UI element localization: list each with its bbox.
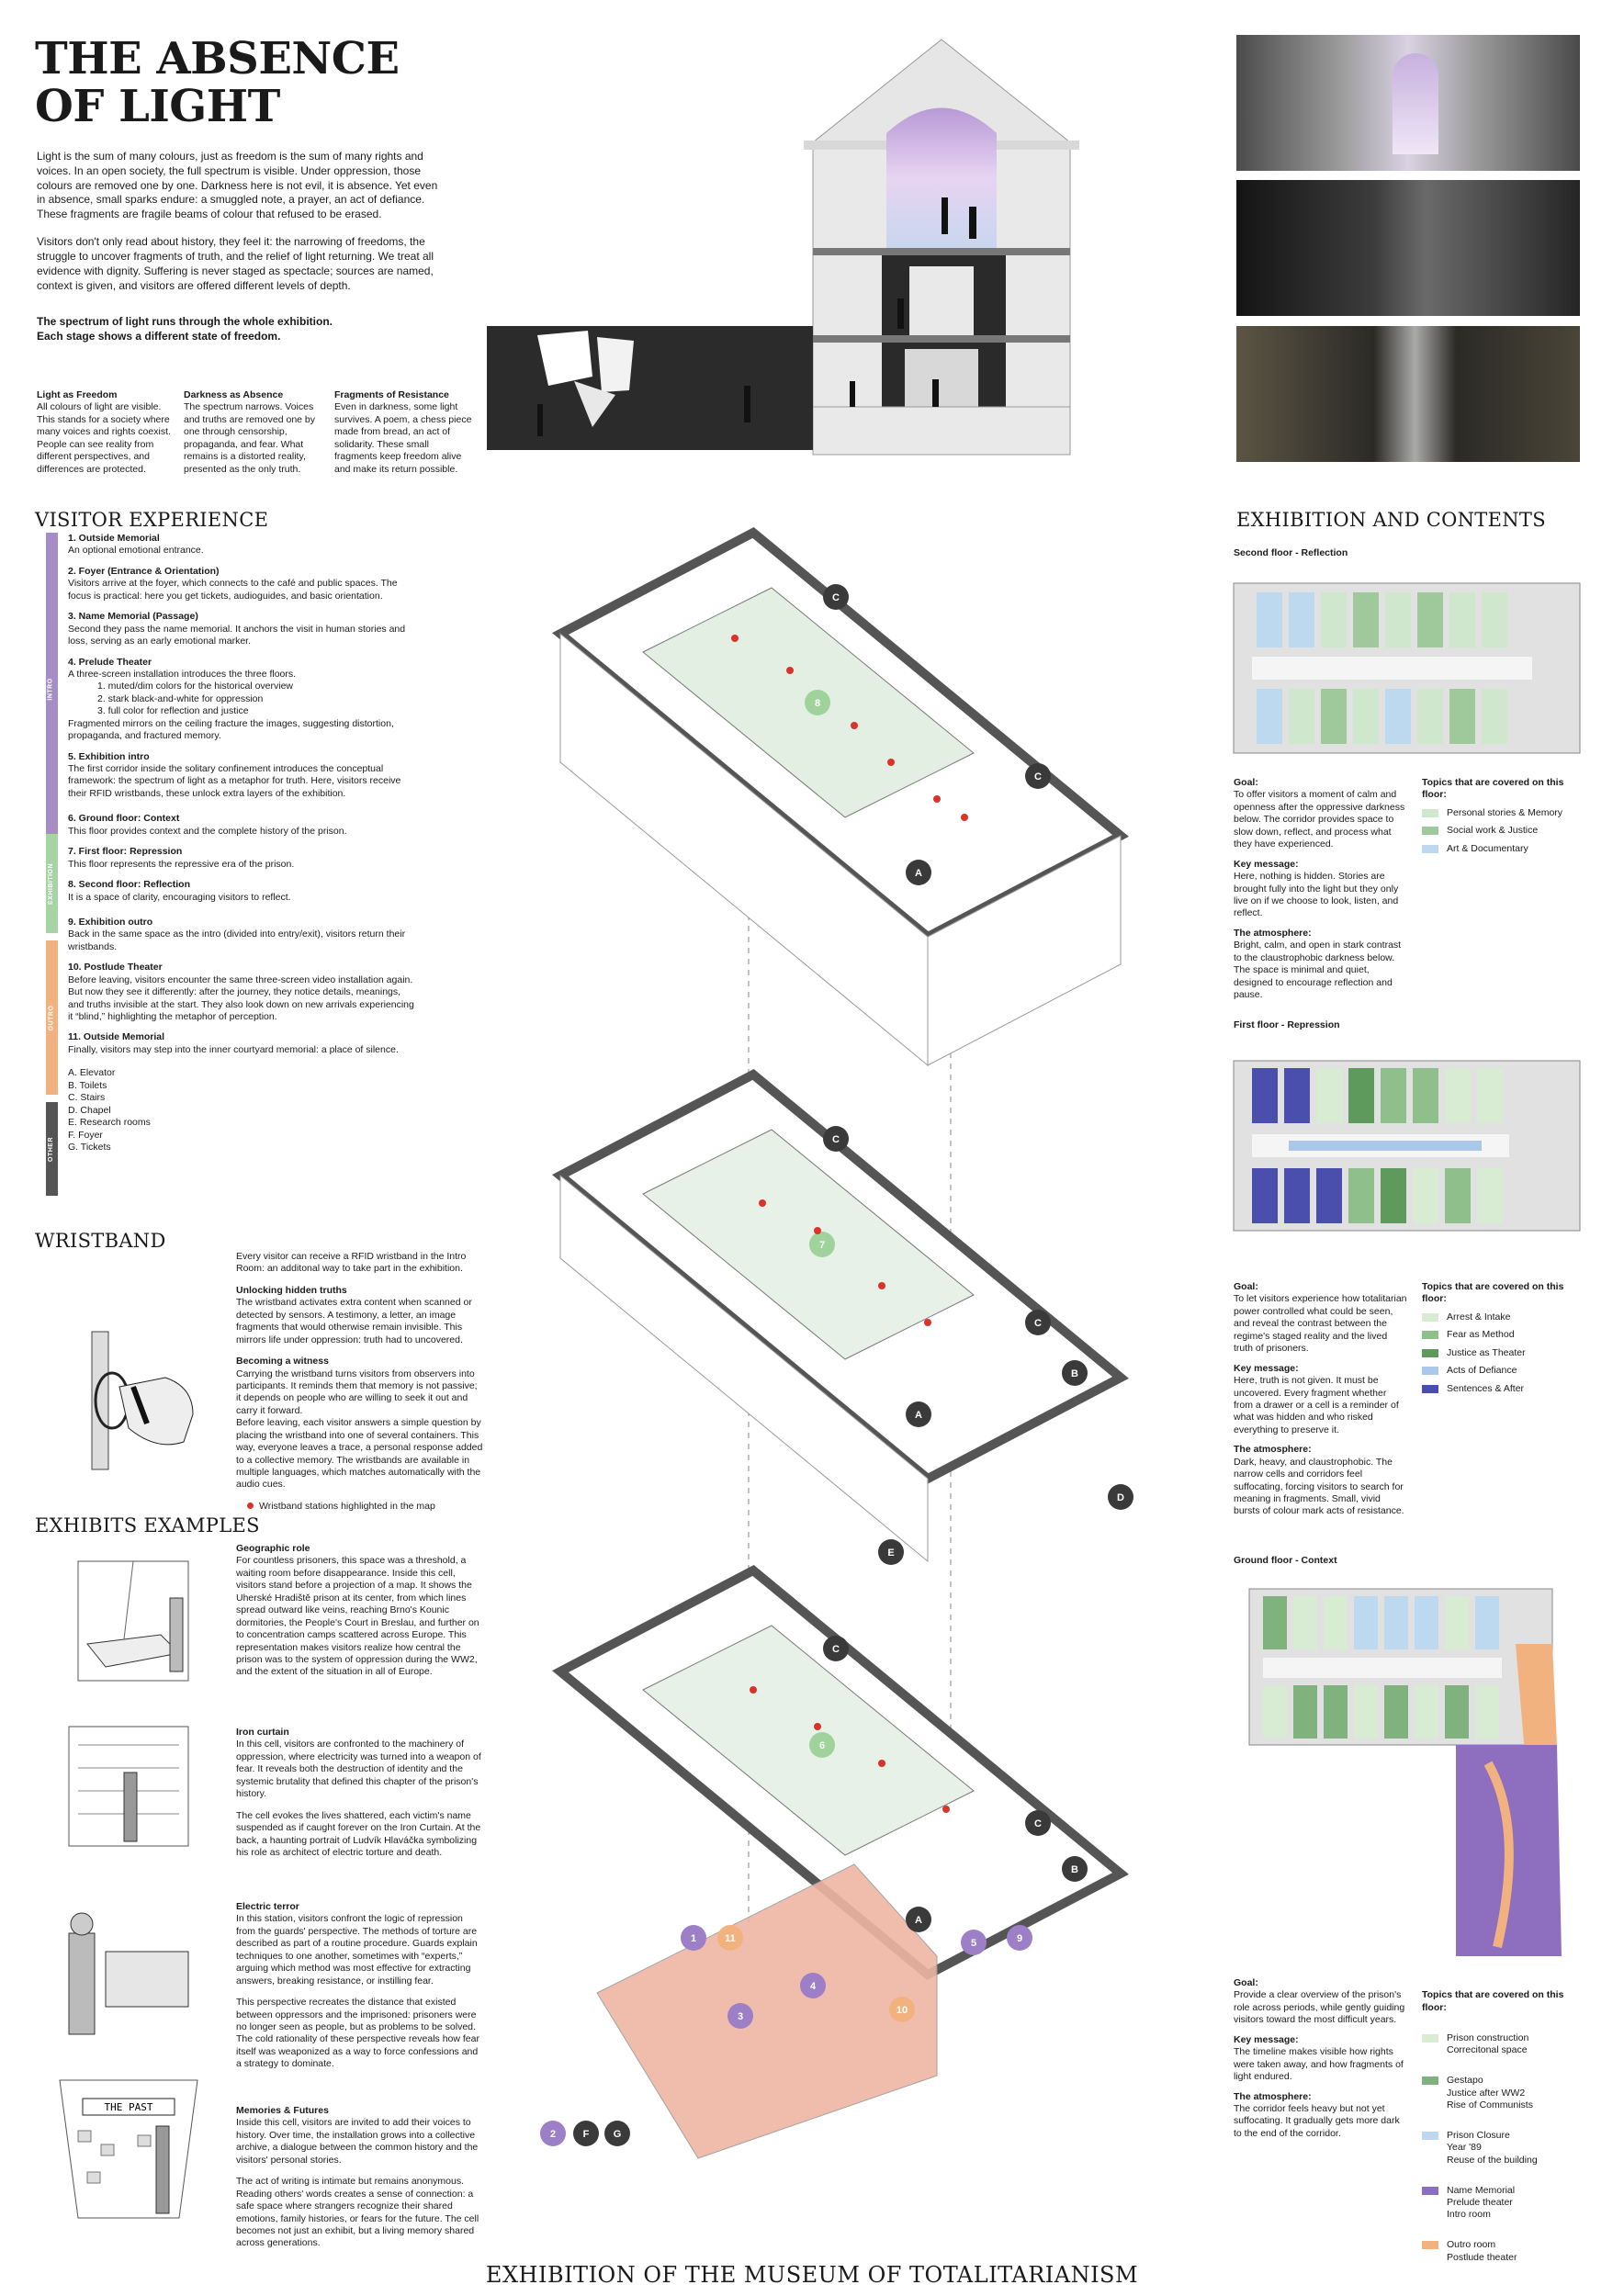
topic-label: Fear as Method xyxy=(1447,1329,1515,1341)
exhibit-text-2: The cell evokes the lives shattered, each victim's name suspended as if caught forever on the Iron Curtain. At the back, a haunting portrait of Ludvík Hlaváčka symbolizing his role as architect of electric torture and death. xyxy=(236,1809,481,1858)
list-item xyxy=(68,879,418,904)
list-item xyxy=(68,813,418,838)
swatch xyxy=(1422,1331,1438,1339)
other-item: B. Toilets xyxy=(68,1079,107,1091)
swatch xyxy=(1422,2187,1438,2195)
item-title: 8. Second floor: Reflection xyxy=(68,879,191,891)
topic-item xyxy=(1422,2075,1587,2111)
swatch xyxy=(1422,845,1438,853)
spectrum-line-2: Each stage shows a different state of freedom. xyxy=(37,330,281,343)
goal-title: Goal: xyxy=(1234,1977,1258,1988)
ground-floor-text xyxy=(1234,1977,1408,2140)
item-title: 5. Exhibition intro xyxy=(68,750,150,762)
topic-item xyxy=(1422,825,1587,837)
item-title: 3. Name Memorial (Passage) xyxy=(68,611,198,623)
list-item xyxy=(68,566,418,602)
exhibit-text: For countless prisoners, this space was a threshold, a waiting room before disappearance. Inside this cell, visitors stand before a projection of a map. It shows the Uherské Hradiště prison at its center, from which lines spread outward like veins, reaching Brno's Kounic dormitories, the People's Court in Breslau, and further on to concentration camps scattered across Europe. This representation makes visitors realize how central the prison was to the system of oppression during the WW2, and the extent of the situation in all of Europe. xyxy=(236,1555,479,1678)
marker-label: 4 xyxy=(809,1981,817,1992)
prelude-step: 3. full color for reflection and justice xyxy=(97,705,249,717)
key-text: The timeline makes visible how rights were taken away, and how fragments of light endured. xyxy=(1234,2046,1404,2083)
exhibit-text: Inside this cell, visitors are invited to add their voices to history. Over time, the installation grows into a collective archive, a dialogue between the common history and the visitors' personal stories. xyxy=(236,2117,479,2166)
atm-title: The atmosphere: xyxy=(1234,2090,1312,2102)
wristband-paragraph: Carrying the wristband turns visitors from observers into participants. It reminds them that memory is not passive; it depends on people who are willing to seek it out and carry it forward. xyxy=(236,1367,478,1416)
exhibit-text-2: This perspective recreates the distance that existed between oppressors and the imprisoned: prisoners were no longer seen as people, but as problems to be solved. The cold rationality of these perspective reveals how fear itself was weaponized as a way to force confessions and a strategy to dominate. xyxy=(236,1997,479,2070)
exhibit-text: In this station, visitors confront the logic of repression from the guards' perspective. The methods of torture are described as part of a routine procedure. Guards explain techniques to one another, sometimes with “experts,” arguing which method was most effective for extracting answers, breaking resistance, or instilling fear. xyxy=(236,1913,478,1986)
item-text: An optional emotional entrance. xyxy=(68,545,204,557)
exhibit-text-2: The act of writing is intimate but remains anonymous. Reading others' words creates a sense of connection: a safe space where strangers recognize their shared emotions, family histories, or fears for the future. The cell becomes not just an exhibit, but a living memory shared across generations. xyxy=(236,2176,479,2249)
wristband-station-dot xyxy=(961,814,968,821)
goal-title: Goal: xyxy=(1234,777,1258,788)
ground-floor-topics xyxy=(1422,1977,1587,2282)
item-text: The first corridor inside the solitary confinement introduces the conceptual framework: the spectrum of light as a metaphor for truth. Here, visitors receive their RFID wristbands, these unlock extra layers of the exhibition. xyxy=(68,763,401,799)
atm-title: The atmosphere: xyxy=(1234,1444,1312,1456)
footer-title: EXHIBITION OF THE MUSEUM OF TOTALITARIANISM xyxy=(485,2262,1139,2288)
col-text: All colours of light are visible. This stands for a society where many voices and rights coexist. People can see reality from different perspectives, and differences are protected. xyxy=(37,401,171,475)
prelude-step: 2. stark black-and-white for oppression xyxy=(97,692,264,704)
exhibit-title: Geographic role xyxy=(236,1543,310,1554)
wristband-station-dot xyxy=(814,1723,821,1730)
goal-text: Provide a clear overview of the prison's role across periods, while gently guiding visitors toward the most difficult years. xyxy=(1234,1989,1405,2026)
topic-item xyxy=(1422,1383,1587,1395)
list-item xyxy=(68,1031,418,1056)
spectrum-col xyxy=(184,389,323,476)
exhibits-text xyxy=(236,1543,482,2250)
exhibition-photo-corridor xyxy=(1236,326,1580,462)
floor-name: Ground floor - Context xyxy=(1234,1555,1337,1566)
swatch xyxy=(1422,2241,1438,2249)
marker-label: C xyxy=(832,1644,840,1655)
goal-text: To offer visitors a moment of calm and openness after the oppressive darkness below. The corridor provides space to slow down, reflect, and process what they have experienced. xyxy=(1234,789,1405,850)
wristband-subtitle: Unlocking hidden truths xyxy=(236,1284,347,1296)
marker-label: C xyxy=(832,1134,840,1145)
topic-label: Name Memorial Prelude theater Intro room xyxy=(1447,2184,1516,2221)
geographic-sketch xyxy=(51,1552,207,1694)
item-title: 2. Foyer (Entrance & Orientation) xyxy=(68,565,220,577)
exhibition-photo-dark xyxy=(1236,180,1580,316)
exhibit-text: In this cell, visitors are confronted to the machinery of oppression, where electricity was turned into a weapon of fear. It reveals both the destruction of identity and the systemic brutality that defined this chapter of the prison's history. xyxy=(236,1739,481,1800)
topic-label: Prison Closure Year '89 Reuse of the building xyxy=(1447,2129,1538,2166)
item-title: 10. Postlude Theater xyxy=(68,962,163,974)
topic-item xyxy=(1422,807,1587,819)
other-item: E. Research rooms xyxy=(68,1117,151,1129)
memories-sketch xyxy=(51,2071,207,2227)
col-title: Darkness as Absence xyxy=(184,389,284,400)
goal-title: Goal: xyxy=(1234,1281,1258,1292)
swatch xyxy=(1422,1349,1438,1357)
col-text: Even in darkness, some light survives. A poem, a chess piece made from bread, an act of solidarity. These small fragments keep freedom alive and make its return possible. xyxy=(334,401,472,475)
title-line-2: OF LIGHT xyxy=(35,81,280,132)
exhibit-title: Electric terror xyxy=(236,1901,299,1912)
topic-item xyxy=(1422,2185,1587,2222)
topic-label: Acts of Defiance xyxy=(1447,1365,1517,1377)
key-text: Here, truth is not given. It must be uncovered. Every fragment whether from a drawer or a cell is a reminder of what was hidden and who risked everything to preserve it. xyxy=(1234,1375,1399,1435)
marker-label: C xyxy=(1034,1818,1042,1829)
swatch xyxy=(1422,2132,1438,2140)
wristband-legend xyxy=(247,1501,484,1513)
visitor-experience-list xyxy=(46,533,418,1162)
key-title: Key message: xyxy=(1234,2033,1299,2045)
group-label: OTHER xyxy=(48,1136,55,1162)
list-item xyxy=(68,657,418,743)
sketch-label: THE PAST xyxy=(104,2101,153,2113)
spectrum-line-1: The spectrum of light runs through the whole exhibition. xyxy=(37,315,333,329)
topic-label: Social work & Justice xyxy=(1447,825,1539,837)
group-label: INTRO xyxy=(48,677,55,701)
key-text: Here, nothing is hidden. Stories are brought fully into the light but they only live on if we choose to look, listen, and reflect. xyxy=(1234,871,1399,919)
topic-label: Art & Documentary xyxy=(1447,842,1528,854)
swatch xyxy=(1422,2034,1438,2043)
group-bar-intro xyxy=(46,533,58,845)
col-title: Light as Freedom xyxy=(37,389,118,400)
item-text: This floor represents the repressive era of the prison. xyxy=(68,858,295,870)
col-title: Fragments of Resistance xyxy=(334,389,449,400)
exhibition-photo-light xyxy=(1236,35,1580,171)
second-floor-topics xyxy=(1422,777,1587,861)
swatch xyxy=(1422,1313,1438,1322)
contents-heading: EXHIBITION AND CONTENTS xyxy=(1236,509,1546,531)
intro-paragraph-1: Light is the sum of many colours, just as freedom is the sum of many rights and voices. In an open society, the full spectrum is visible. Under oppression, those colours are removed one by one. Darkness here is not evil, it is absence. Yet even in absence, small sparks endure: a smuggled note, a prayer, an act of defiance. These fragments are fragile beams of colour that refused to be erased. xyxy=(37,150,438,221)
marker-label: G xyxy=(613,2129,622,2140)
other-item: C. Stairs xyxy=(68,1092,106,1104)
topic-item xyxy=(1422,1311,1587,1323)
topic-label: Prison construction Correcitonal space xyxy=(1447,2032,1529,2056)
marker-label: 6 xyxy=(818,1740,826,1751)
other-list xyxy=(68,1067,418,1154)
second-floor-text xyxy=(1234,777,1408,1001)
exhibit-item xyxy=(236,1727,482,1901)
floor-2-plan xyxy=(560,533,1121,1065)
marker-label: C xyxy=(1034,771,1042,782)
topic-label: Arrest & Intake xyxy=(1447,1311,1511,1322)
item-title: 7. First floor: Repression xyxy=(68,846,183,858)
group-bar-exhibition xyxy=(46,834,58,933)
marker-label: C xyxy=(832,592,840,603)
atm-title: The atmosphere: xyxy=(1234,927,1312,939)
wristband-text xyxy=(236,1251,484,1513)
group-label: EXHIBITION xyxy=(48,862,55,905)
page-title xyxy=(35,35,400,130)
swatch xyxy=(1422,809,1438,817)
floor-name: Second floor - Reflection xyxy=(1234,547,1348,558)
exhibit-title: Iron curtain xyxy=(236,1727,289,1738)
other-item: G. Tickets xyxy=(68,1141,111,1153)
item-title: 1. Outside Memorial xyxy=(68,533,160,544)
item-text: Finally, visitors may step into the inner courtyard memorial: a place of silence. xyxy=(68,1043,399,1055)
list-item xyxy=(68,533,418,557)
marker-label: 11 xyxy=(725,1933,736,1944)
group-label: OUTRO xyxy=(48,1005,55,1030)
wristband-station-dot xyxy=(759,1199,766,1207)
iron-curtain-sketch xyxy=(51,1717,207,1855)
group-bar-outro xyxy=(46,940,58,1095)
spectrum-columns xyxy=(37,389,487,476)
list-item xyxy=(68,611,418,647)
item-title: 6. Ground floor: Context xyxy=(68,813,180,825)
group-bar-other xyxy=(46,1102,58,1196)
atm-text: Bright, calm, and open in stark contrast to the claustrophobic darkness below. The space is minimal and quiet, designed to encourage reflection and pause. xyxy=(1234,940,1402,1000)
legend-text: Wristband stations highlighted in the map xyxy=(259,1500,435,1512)
marker-label: C xyxy=(1034,1318,1042,1329)
exhibit-item xyxy=(236,1543,482,1727)
exhibits-heading: EXHIBITS EXAMPLES xyxy=(35,1514,260,1536)
topic-label: Sentences & After xyxy=(1447,1382,1525,1394)
wristband-station-dot xyxy=(750,1686,757,1694)
wristband-station-dot xyxy=(924,1319,931,1326)
item-text: A three-screen installation introduces the three floors. xyxy=(68,668,297,680)
first-floor-plan xyxy=(1234,1061,1580,1231)
topic-item xyxy=(1422,1347,1587,1359)
item-text: Visitors arrive at the foyer, which connects to the café and public spaces. The focus is practical: here you get tickets, audioguides, and basic orientation. xyxy=(68,578,398,602)
marker-label: 5 xyxy=(970,1938,977,1949)
item-text: Second they pass the name memorial. It anchors the visit in human stories and loss, serving as an early emotional marker. xyxy=(68,623,406,647)
marker-label: A xyxy=(915,1410,922,1421)
intro-block xyxy=(37,150,441,344)
wristband-heading: WRISTBAND xyxy=(35,1230,166,1252)
marker-label: 3 xyxy=(737,2011,744,2022)
atm-text: Dark, heavy, and claustrophobic. The narrow cells and corridors feel suffocating, forcing visitors to search for meaning in fragments. Small, vivid bursts of colour mark acts of resistance. xyxy=(1234,1456,1404,1517)
topic-label: Justice as Theater xyxy=(1447,1346,1526,1358)
list-item xyxy=(68,917,418,953)
exhibit-title: Memories & Futures xyxy=(236,2105,329,2116)
wristband-station-dot xyxy=(887,759,895,766)
marker-label: 2 xyxy=(549,2129,557,2140)
topic-item xyxy=(1422,2130,1587,2167)
item-title: 9. Exhibition outro xyxy=(68,916,153,928)
wristband-station-dot xyxy=(786,667,794,674)
topic-item xyxy=(1422,2032,1587,2057)
floor-name: First floor - Repression xyxy=(1234,1019,1340,1030)
list-item xyxy=(68,962,418,1023)
marker-label: 1 xyxy=(690,1933,697,1944)
marker-label: B xyxy=(1071,1864,1078,1875)
visitor-experience-heading: VISITOR EXPERIENCE xyxy=(35,509,269,531)
goal-text: To let visitors experience how totalitarian power controlled what could be seen, and reveal the contrast between the regime's staged reality and the lived truth of prisoners. xyxy=(1234,1293,1407,1355)
building-section-drawing xyxy=(482,32,1217,459)
marker-label: E xyxy=(887,1548,895,1559)
topic-label: Gestapo Justice after WW2 Rise of Communists xyxy=(1447,2075,1533,2110)
marker-label: 9 xyxy=(1016,1933,1023,1944)
atm-text: The corridor feels heavy but not yet suffocating. It gradually gets more dark to the end of the corridor. xyxy=(1234,2102,1400,2139)
item-text: Fragmented mirrors on the ceiling fracture the images, suggesting distortion, propaganda, and fractured memory. xyxy=(68,717,394,742)
wristband-station-dot xyxy=(942,1806,950,1813)
marker-label: 10 xyxy=(896,2005,908,2016)
key-title: Key message: xyxy=(1234,858,1299,870)
second-floor-plan xyxy=(1234,583,1580,753)
exhibit-item xyxy=(236,2105,482,2250)
wristband-paragraph: The wristband activates extra content when scanned or detected by sensors. A testimony, a letter, an image fragments that would otherwise remain invisible. This mirrors life under oppression: truth had to uncovered. xyxy=(236,1297,472,1345)
topics-title: Topics that are covered on this floor: xyxy=(1422,1989,1564,2013)
wristband-subtitle: Becoming a witness xyxy=(236,1356,329,1367)
topics-title: Topics that are covered on this floor: xyxy=(1422,777,1564,801)
spectrum-col xyxy=(334,389,472,476)
marker-label: D xyxy=(1117,1492,1124,1503)
wristband-station-dot xyxy=(933,795,941,803)
topic-item xyxy=(1422,1329,1587,1341)
spectrum-col xyxy=(37,389,173,476)
swatch xyxy=(1422,2077,1438,2085)
intro-paragraph-2: Visitors don't only read about history, they feel it: the narrowing of freedoms, the struggle to uncover fragments of truth, and the relief of light returning. We treat all evidence with dignity. Suffering is never staged as spectacle; sources are named, context is given, and visitors are offered different levels of depth. xyxy=(37,235,434,292)
wristband-paragraph: Before leaving, each visitor answers a simple question by placing the wristband into one of several containers. This way, everyone leaves a trace, a personal response added to a collective memory. The wristbands are available in multiple languages, which matches automatically with the audio cues. xyxy=(236,1417,483,1491)
wristband-intro: Every visitor can receive a RFID wristband in the Intro Room: an additonal way to take part in the exhibition. xyxy=(236,1251,467,1275)
wristband-station-dot xyxy=(878,1282,885,1289)
first-floor-text xyxy=(1234,1281,1408,1518)
wristband-station-dot xyxy=(814,1227,821,1234)
title-line-1: THE ABSENCE xyxy=(35,33,400,84)
item-title: 4. Prelude Theater xyxy=(68,656,152,668)
item-text: Back in the same space as the intro (divided into entry/exit), visitors return their wristbands. xyxy=(68,929,406,952)
other-item: D. Chapel xyxy=(68,1104,111,1116)
wristband-station-dot xyxy=(851,722,858,729)
col-text: The spectrum narrows. Voices and truths are removed one by one through censorship, propaganda, and fear. What remains is a distorted reality, presented as the only truth. xyxy=(184,401,316,475)
exhibit-item xyxy=(236,1901,482,2105)
first-floor-topics xyxy=(1422,1281,1587,1401)
topic-label: Outro room Postlude theater xyxy=(1447,2239,1517,2263)
marker-label: A xyxy=(915,1915,922,1926)
topic-item xyxy=(1422,843,1587,855)
wristband-sketch xyxy=(55,1322,220,1479)
other-item: A. Elevator xyxy=(68,1067,116,1079)
topic-item xyxy=(1422,1365,1587,1377)
marker-label: 7 xyxy=(818,1240,826,1251)
prelude-step: 1. muted/dim colors for the historical overview xyxy=(97,681,293,692)
swatch xyxy=(1422,1367,1438,1375)
list-item xyxy=(68,846,418,871)
item-text: Before leaving, visitors encounter the same three-screen video installation again. But now they see it differently: after the journey, they notice details, meanings, and truths invisible at the start. They also look down on new arrivals experiencing it “blind,” highlighting the metaphor of perception. xyxy=(68,974,414,1022)
item-text: This floor provides context and the complete history of the prison. xyxy=(68,825,347,837)
list-item xyxy=(68,751,418,801)
marker-label: A xyxy=(915,868,922,879)
wristband-station-dot xyxy=(731,635,739,642)
item-text: It is a space of clarity, encouraging visitors to reflect. xyxy=(68,891,291,903)
key-title: Key message: xyxy=(1234,1362,1299,1374)
topic-label: Personal stories & Memory xyxy=(1447,806,1563,818)
swatch xyxy=(1422,827,1438,835)
ground-floor-plan-2d xyxy=(1249,1589,1580,1956)
item-title: 11. Outside Memorial xyxy=(68,1031,165,1043)
other-item: F. Foyer xyxy=(68,1129,103,1141)
red-dot-icon xyxy=(247,1503,254,1509)
electric-terror-sketch xyxy=(51,1896,207,2043)
topics-title: Topics that are covered on this floor: xyxy=(1422,1281,1564,1305)
marker-label: F xyxy=(582,2129,590,2140)
marker-label: 8 xyxy=(814,698,821,709)
wristband-station-dot xyxy=(878,1760,885,1767)
axonometric-floor-plans xyxy=(551,533,1139,2186)
swatch xyxy=(1422,1385,1438,1393)
marker-label: B xyxy=(1071,1368,1078,1379)
